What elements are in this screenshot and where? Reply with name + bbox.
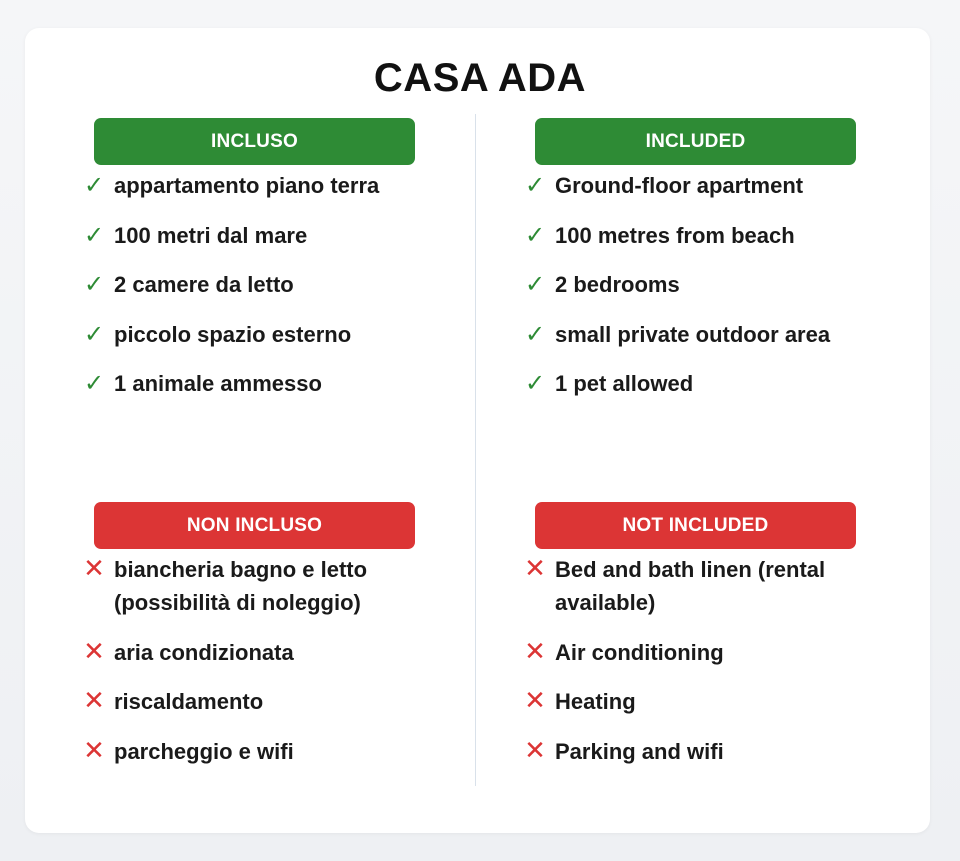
cross-icon: ✕ bbox=[524, 735, 546, 766]
cross-icon: ✕ bbox=[83, 554, 105, 584]
list-item-text: 2 bedrooms bbox=[555, 272, 680, 297]
list-item bbox=[523, 169, 883, 202]
list-item-text: aria condizionata bbox=[114, 639, 294, 665]
cross-icon: ✕ bbox=[83, 636, 105, 667]
cross-icon: ✕ bbox=[83, 735, 105, 766]
cross-icon: ✕ bbox=[524, 554, 546, 584]
list-item bbox=[82, 367, 442, 400]
not-included-list bbox=[523, 553, 883, 768]
list-item bbox=[523, 636, 883, 669]
included-section bbox=[523, 118, 883, 417]
included-section bbox=[82, 118, 442, 417]
list-item-text: 2 camere da letto bbox=[114, 272, 294, 297]
list-item bbox=[523, 268, 883, 301]
included-header: INCLUDED bbox=[535, 118, 856, 165]
check-icon: ✓ bbox=[83, 369, 105, 397]
list-item-text: Air conditioning bbox=[555, 639, 724, 665]
list-item-text: Parking and wifi bbox=[555, 738, 724, 764]
list-item-text: appartamento piano terra bbox=[114, 173, 380, 198]
list-item bbox=[82, 553, 442, 619]
check-icon: ✓ bbox=[524, 171, 546, 199]
list-item-text: 100 metres from beach bbox=[555, 222, 795, 248]
list-item-text: Ground-floor apartment bbox=[555, 173, 804, 198]
not-included-list bbox=[82, 553, 442, 768]
check-icon: ✓ bbox=[524, 270, 546, 298]
cross-icon: ✕ bbox=[524, 686, 546, 716]
list-item bbox=[82, 636, 442, 669]
list-item bbox=[82, 685, 442, 718]
list-item bbox=[523, 685, 883, 718]
list-item bbox=[523, 553, 883, 619]
not-included-section bbox=[523, 502, 883, 784]
list-item bbox=[523, 318, 883, 351]
included-list bbox=[82, 169, 442, 400]
list-item bbox=[523, 367, 883, 400]
list-item bbox=[523, 735, 883, 768]
not-included-section bbox=[82, 502, 442, 784]
list-item-text: Heating bbox=[555, 689, 636, 714]
list-item bbox=[82, 735, 442, 768]
list-item-text: parcheggio e wifi bbox=[114, 738, 294, 764]
list-item bbox=[82, 169, 442, 202]
list-item-text: small private outdoor area bbox=[555, 321, 831, 347]
not-included-header: NOT INCLUDED bbox=[535, 502, 856, 549]
included-list bbox=[523, 169, 883, 400]
list-item-text: Bed and bath linen (rental available) bbox=[555, 557, 826, 615]
check-icon: ✓ bbox=[524, 319, 546, 348]
list-item-text: 1 animale ammesso bbox=[114, 371, 322, 396]
check-icon: ✓ bbox=[524, 220, 546, 249]
list-item-text: biancheria bagno e letto (possibilità di noleggio) bbox=[114, 557, 368, 615]
check-icon: ✓ bbox=[83, 171, 105, 199]
list-item bbox=[523, 219, 883, 252]
check-icon: ✓ bbox=[524, 369, 546, 397]
list-item-text: piccolo spazio esterno bbox=[114, 321, 352, 347]
not-included-header: NON INCLUSO bbox=[94, 502, 415, 549]
cross-icon: ✕ bbox=[524, 636, 546, 667]
page-title: CASA ADA bbox=[373, 56, 587, 100]
list-item bbox=[82, 268, 442, 301]
list-item-text: riscaldamento bbox=[114, 689, 264, 714]
column-divider bbox=[475, 114, 476, 786]
cross-icon: ✕ bbox=[83, 686, 105, 716]
check-icon: ✓ bbox=[83, 270, 105, 298]
check-icon: ✓ bbox=[83, 319, 105, 348]
list-item bbox=[82, 318, 442, 351]
check-icon: ✓ bbox=[83, 220, 105, 249]
included-header: INCLUSO bbox=[94, 118, 415, 165]
list-item-text: 1 pet allowed bbox=[555, 371, 694, 396]
list-item-text: 100 metri dal mare bbox=[114, 222, 308, 248]
list-item bbox=[82, 219, 442, 252]
